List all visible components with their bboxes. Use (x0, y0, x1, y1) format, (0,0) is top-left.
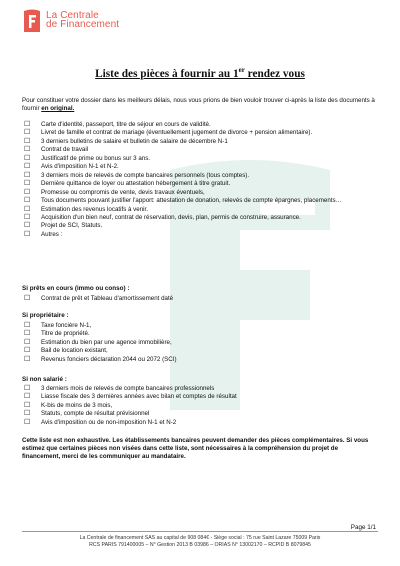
checkbox-icon[interactable]: ☐ (24, 347, 31, 355)
document-item-label: Tous documents pouvant justifier l'apport: attestation de donation, relevés de compte épargnes, placements… (41, 197, 342, 205)
page-title (0, 66, 400, 80)
checkbox-icon[interactable]: ☐ (24, 222, 31, 230)
intro-paragraph (22, 97, 380, 114)
document-item (24, 231, 384, 239)
document-item-label: K-bis de moins de 3 mois, (41, 401, 113, 409)
document-item-label: Promesse ou compromis de vente, devis travaux éventuels, (41, 188, 205, 196)
checkbox-icon[interactable]: ☐ (24, 295, 31, 302)
document-item-label: Taxe foncière N-1, (41, 322, 92, 329)
document-item (24, 347, 384, 355)
checkbox-icon[interactable]: ☐ (24, 418, 31, 426)
intro-text: Pour constituer votre dossier dans les meilleurs délais, nous vous prions de bien vouloir trouver ci-après la liste des documents à fournir (22, 97, 375, 113)
section-heading-owner: Si propriétaire : (22, 312, 69, 319)
company-logo (22, 8, 119, 32)
address-line-2: RCS PARIS 791400005 – N° Gestion 2013 B 03986 – ORIAS N° 13002170 – RCPID B 8079845 (89, 542, 311, 548)
section-heading-self-employed: Si non salarié : (22, 376, 67, 383)
document-item-label: Carte d'identité, passeport, titre de séjour en cours de validité. (41, 121, 211, 128)
document-item (24, 295, 384, 303)
document-item-label: Justificatif de prime ou bonus sur 3 ans. (41, 154, 151, 162)
document-item-label: Autres : (41, 230, 63, 238)
document-item (24, 197, 384, 205)
document-item (24, 356, 384, 364)
document-item-label: Dernière quittance de loyer ou attestation hébergement à titre gratuit. (41, 180, 231, 188)
address-line-1: La Centrale de financement SAS au capital de 908 084€ - Siège social : 75 rue Saint Lazare 75009 Paris (79, 535, 321, 541)
footer-divider (22, 531, 378, 532)
document-item (24, 339, 384, 347)
document-item-label: Titre de propriété. (41, 330, 90, 338)
logo-f-icon (22, 8, 42, 32)
document-item (24, 155, 384, 163)
checkbox-icon[interactable]: ☐ (24, 338, 31, 346)
checkbox-icon[interactable]: ☐ (24, 410, 31, 418)
document-item-label: Estimation du bien par une agence immobilière, (41, 338, 172, 346)
loans-documents-list (24, 295, 384, 303)
document-item-label: 3 derniers bulletins de salaire et bulletin de salaire de décembre N-1 (41, 137, 228, 145)
document-item-label: Contrat de travail (41, 146, 89, 154)
intro-emphasis: en original. (41, 105, 75, 113)
checkbox-icon[interactable]: ☐ (24, 180, 31, 188)
title-tail: rendez vous (244, 67, 305, 80)
document-item-label: Acquisition d'un bien neuf, contrat de réservation, devis, plan, permis de construire, assurance. (41, 213, 301, 221)
document-item (24, 189, 384, 197)
checkbox-icon[interactable]: ☐ (24, 393, 31, 401)
section-heading-loans: Si prêts en cours (immo ou conso) : (22, 285, 130, 292)
checkbox-icon[interactable]: ☐ (24, 137, 31, 145)
checkbox-icon[interactable]: ☐ (24, 230, 31, 238)
document-item-label: Livret de famille et contrat de mariage (éventuellement jugement de divorce + pension alimentaire). (41, 129, 313, 137)
document-item (24, 146, 384, 154)
document-item-label: Bail de location existant, (41, 347, 108, 355)
checkbox-icon[interactable]: ☐ (24, 205, 31, 213)
document-item (24, 121, 384, 129)
document-item (24, 330, 384, 338)
general-documents-list (24, 121, 384, 239)
document-item-label: 3 derniers mois de relevés de compte bancaires professionnels (41, 385, 215, 392)
document-item (24, 138, 384, 146)
document-item (24, 322, 384, 330)
document-item (24, 410, 384, 418)
document-item-label: 3 derniers mois de relevés de compte bancaires personnels (tous comptes). (41, 171, 250, 179)
checkbox-icon[interactable]: ☐ (24, 154, 31, 162)
logo-line-1: La Centrale (46, 10, 99, 21)
disclaimer-note: Cette liste est non exhaustive. Les établissements bancaires peuvent demander des pièces complémentaires. Si vous estimez que certaines pièces non visées dans cette liste, sont nécessaires à la compréhension du projet de financement, merci de les communiquer au mandataire. (22, 437, 369, 461)
document-item-label: Liasse fiscale des 3 dernières années avec bilan et comptes de résultat (41, 393, 237, 401)
checkbox-icon[interactable]: ☐ (24, 121, 31, 128)
document-item (24, 214, 384, 222)
checkbox-icon[interactable]: ☐ (24, 146, 31, 154)
document-item (24, 206, 384, 214)
document-item-label: Statuts, compte de résultat prévisionnel (41, 410, 150, 418)
checkbox-icon[interactable]: ☐ (24, 197, 31, 205)
document-item-label: Estimation des revenus locatifs à venir. (41, 205, 148, 213)
document-item (24, 180, 384, 188)
document-item-label: Projet de SCI, Statuts. (41, 222, 103, 230)
owner-documents-list (24, 322, 384, 364)
document-item (24, 163, 384, 171)
checkbox-icon[interactable]: ☐ (24, 385, 31, 392)
document-item (24, 385, 384, 393)
document-item-label: Avis d'imposition N-1 et N-2. (41, 163, 119, 171)
document-item (24, 393, 384, 401)
document-item-label: Revenus fonciers déclaration 2044 ou 2072 (SCI) (41, 355, 177, 363)
checkbox-icon[interactable]: ☐ (24, 355, 31, 363)
document-item (24, 222, 384, 230)
checkbox-icon[interactable]: ☐ (24, 322, 31, 329)
checkbox-icon[interactable]: ☐ (24, 163, 31, 171)
footer-address (0, 535, 400, 549)
checkbox-icon[interactable]: ☐ (24, 401, 31, 409)
document-item-label: Contrat de prêt et Tableau d'amortissement daté (41, 295, 174, 302)
document-item (24, 129, 384, 137)
checkbox-icon[interactable]: ☐ (24, 330, 31, 338)
title-main: Liste des pièces à fournir au 1 (95, 67, 239, 80)
page-number: Page 1/1 (350, 524, 376, 531)
logo-line-2: de Financement (46, 19, 120, 30)
checkbox-icon[interactable]: ☐ (24, 171, 31, 179)
document-item (24, 419, 384, 427)
checkbox-icon[interactable]: ☐ (24, 213, 31, 221)
document-item (24, 172, 384, 180)
document-item (24, 402, 384, 410)
checkbox-icon[interactable]: ☐ (24, 129, 31, 137)
self-employed-documents-list (24, 385, 384, 427)
document-item-label: Avis d'imposition ou de non-imposition N-1 et N-2 (41, 418, 177, 426)
checkbox-icon[interactable]: ☐ (24, 188, 31, 196)
title-sup: er (238, 66, 245, 74)
